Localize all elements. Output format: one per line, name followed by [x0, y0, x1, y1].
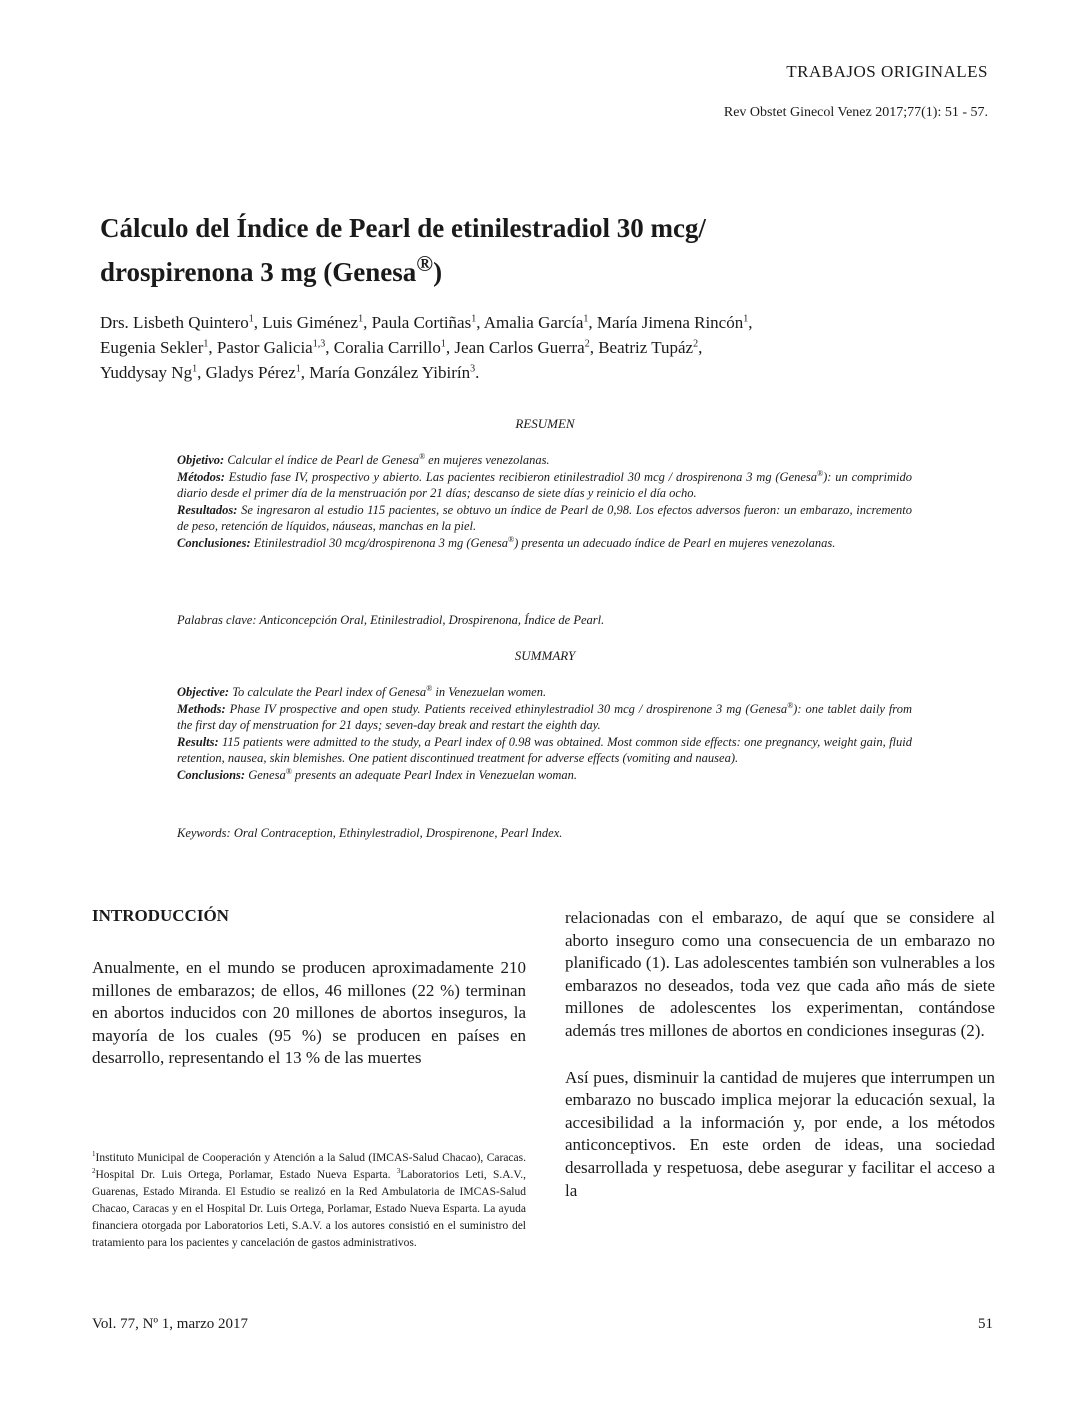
resumen-resultados	[177, 502, 912, 535]
author-name: Paula Cortiñas	[371, 313, 472, 332]
objetivo-text: Calcular el índice de Pearl de Genesa	[224, 453, 419, 467]
registered-mark: ®	[416, 251, 434, 276]
author-affiliation: 1	[471, 313, 477, 325]
conclusions-text-end: presents an adequate Pearl Index in Venezuelan woman.	[291, 767, 578, 782]
results-text: 115 patients were admitted to the study, a Pearl index of 0.98 was obtained. Most common side effects: one pregnancy, weight gain, fluid retention, nausea, skin blemishes. One patient discontinued treatment for adverse effects (vomiting and nausea).	[177, 734, 912, 766]
author-affiliation: 1	[248, 313, 254, 325]
footnote-number: 2	[92, 1167, 96, 1176]
conclusiones-text: Etinilestradiol 30 mcg/drospirenona 3 mg (Genesa	[250, 535, 509, 550]
author-list	[100, 310, 990, 385]
author-affiliation: 2	[584, 338, 590, 350]
author-affiliation: 1	[583, 313, 589, 325]
objective-text: To calculate the Pearl index of Genesa	[229, 685, 427, 699]
author-affiliation: 1	[295, 363, 301, 375]
objetivo-label: Objetivo:	[177, 453, 225, 467]
author-separator: ,	[208, 338, 217, 357]
resumen-heading: RESUMEN	[515, 416, 575, 431]
intro-paragraph-2: relacionadas con el embarazo, de aquí que se considere al aborto inseguro como una consecuencia de un embarazo no planificado (1). Las adolescentes también son vulnerables a los embarazos no deseados, toda vez que cada año más de siete millones de adolescentes los experimentan, contándose además tres millones de abortos en condiciones inseguras (2).	[565, 908, 995, 1040]
author-name: Jean Carlos Guerra	[454, 338, 585, 357]
author-name: Pastor Galicia	[216, 338, 313, 357]
methods-label: Methods:	[177, 701, 226, 716]
footnote-affiliation-1: Instituto Municipal de Cooperación y Atención a la Salud (IMCAS-Salud Chacao), Caracas.	[95, 1152, 526, 1164]
metodos-text: Estudio fase IV, prospectivo y abierto. Las pacientes recibieron etinilestradiol 30 mcg / drospirenona 3 mg (Genesa	[224, 469, 818, 484]
author-separator: ,	[698, 338, 703, 357]
author-separator: ,	[197, 363, 206, 382]
title-line-1: Cálculo del Índice de Pearl de etinilestradiol 30 mcg/	[100, 213, 706, 243]
summary-conclusions	[177, 767, 912, 784]
author-separator: ,	[476, 313, 484, 332]
author-name: Drs. Lisbeth Quintero	[100, 313, 249, 332]
author-separator: ,	[325, 338, 334, 357]
title-line-2: drospirenona 3 mg (Genesa	[100, 257, 417, 287]
resumen-abstract	[177, 452, 912, 552]
objective-text-end: in Venezuelan women.	[432, 685, 547, 699]
author-separator: ,	[588, 313, 597, 332]
author-name: Luis Giménez	[262, 313, 359, 332]
summary-heading: SUMMARY	[514, 648, 576, 663]
conclusions-label: Conclusions:	[177, 767, 246, 782]
author-name: Gladys Pérez	[205, 363, 296, 382]
resultados-text: Se ingresaron al estudio 115 pacientes, se obtuvo un índice de Pearl de 0,98. Los efectos adversos fueron: un embarazo, incremento de peso, retención de líquidos, náuseas, manchas en la piel.	[177, 502, 912, 534]
resumen-objetivo	[177, 452, 912, 469]
objective-label: Objective:	[177, 685, 230, 699]
author-name: María González Yibirín	[309, 363, 471, 382]
footnote-number: 3	[396, 1167, 401, 1176]
author-separator: ,	[253, 313, 263, 332]
objetivo-text-end: en mujeres venezolanas.	[425, 453, 550, 467]
author-separator: ,	[748, 313, 753, 332]
registered-mark: ®	[787, 700, 794, 710]
intro-paragraph-3: Así pues, disminuir la cantidad de mujeres que interrumpen un embarazo no buscado implica mejorar la educación sexual, la accesibilidad a la información y, por ende, a los métodos anticonceptivos. En este orden de ideas, una sociedad desarrollada y respetuosa, debe asegurar y facilitar el acceso a la	[565, 1067, 995, 1200]
introduction-heading: INTRODUCCIÓN	[92, 906, 229, 925]
resumen-conclusiones	[177, 535, 912, 552]
conclusiones-text-end: ) presenta un adecuado índice de Pearl en mujeres venezolanas.	[514, 535, 836, 550]
author-separator: ,	[445, 338, 455, 357]
summary-results	[177, 734, 912, 767]
author-name: Beatriz Tupáz	[598, 338, 694, 357]
summary-abstract	[177, 684, 912, 784]
registered-mark: ®	[817, 468, 824, 478]
body-column-right	[565, 907, 995, 1202]
author-affiliation: 1	[192, 363, 198, 375]
journal-citation: Rev Obstet Ginecol Venez 2017;77(1): 51 - 57.	[723, 105, 988, 120]
affiliations-footnote	[92, 1150, 526, 1252]
author-name: Yuddysay Ng	[100, 363, 193, 382]
palabras-clave: Palabras clave: Anticoncepción Oral, Etinilestradiol, Drospirenona, Índice de Pearl.	[177, 613, 605, 627]
author-name: María Jimena Rincón	[596, 313, 744, 332]
footnote-affiliation-2: Hospital Dr. Luis Ortega, Porlamar, Estado Nueva Esparta.	[95, 1169, 397, 1181]
registered-mark: ®	[285, 766, 292, 776]
author-affiliation: 2	[693, 338, 699, 350]
author-name: Coralia Carrillo	[333, 338, 441, 357]
author-name: Eugenia Sekler	[100, 338, 204, 357]
author-affiliation: 1	[358, 313, 364, 325]
author-affiliation: 1	[440, 338, 446, 350]
summary-methods	[177, 701, 912, 734]
page-number: 51	[978, 1316, 993, 1332]
author-separator: ,	[300, 363, 310, 382]
intro-paragraph-1: Anualmente, en el mundo se producen aproximadamente 210 millones de embarazos; de ellos, 46 millones (22 %) terminan en abortos inducidos con 20 millones de abortos inseguros, la mayoría de los cuales (95 %) se producen en países en desarrollo, representando el 13 % de las muertes	[92, 958, 526, 1068]
issue-info: Vol. 77, Nº 1, marzo 2017	[92, 1316, 249, 1332]
metodos-text-end: ): un comprimido diario desde el primer día de la menstruación por 21 días; descanso de siete días y reinicio el día ocho.	[177, 469, 912, 501]
title-line-2-end: )	[433, 257, 443, 287]
section-label: TRABAJOS ORIGINALES	[786, 62, 988, 81]
conclusiones-label: Conclusiones:	[177, 535, 251, 550]
author-affiliation: 1	[743, 313, 749, 325]
keywords: Keywords: Oral Contraception, Ethinylestradiol, Drospirenone, Pearl Index.	[177, 826, 563, 840]
author-separator: ,	[589, 338, 599, 357]
resultados-label: Resultados:	[177, 502, 238, 517]
resumen-metodos	[177, 469, 912, 502]
registered-mark: ®	[508, 534, 515, 544]
body-column-left	[92, 957, 526, 1070]
results-label: Results:	[177, 734, 219, 749]
summary-objective	[177, 684, 912, 701]
footnote-affiliation-3: Laboratorios Leti, S.A.V., Guarenas, Estado Miranda. El Estudio se realizó en la Red Ambulatoria de IMCAS-Salud Chacao, Caracas y en el Hospital Dr. Luis Ortega, Porlamar, Estado Nueva Esparta. La ayuda financiera otorgada por Laboratorios Leti, S.A.V. a los autores consistió en el suministro del tratamiento para los pacientes y cancelación de gastos administrativos.	[92, 1169, 526, 1249]
article-title	[100, 210, 920, 290]
author-affiliation: 3	[470, 363, 476, 375]
footnote-number: 1	[92, 1150, 96, 1159]
author-affiliation: 1,3	[312, 338, 326, 350]
author-affiliation: 1	[203, 338, 209, 350]
metodos-label: Métodos:	[177, 469, 225, 484]
author-name: Amalia García	[483, 313, 584, 332]
author-separator: ,	[363, 313, 372, 332]
registered-mark: ®	[418, 451, 426, 461]
registered-mark: ®	[426, 683, 433, 693]
methods-text: Phase IV prospective and open study. Patients received ethinylestradiol 30 mcg / drospirenone 3 mg (Genesa	[225, 701, 788, 716]
methods-text-end: ): one tablet daily from the first day of menstruation for 21 days; seven-day break and restart the eighth day.	[177, 701, 912, 733]
conclusions-text: Genesa	[245, 767, 286, 782]
author-separator: .	[475, 363, 480, 382]
